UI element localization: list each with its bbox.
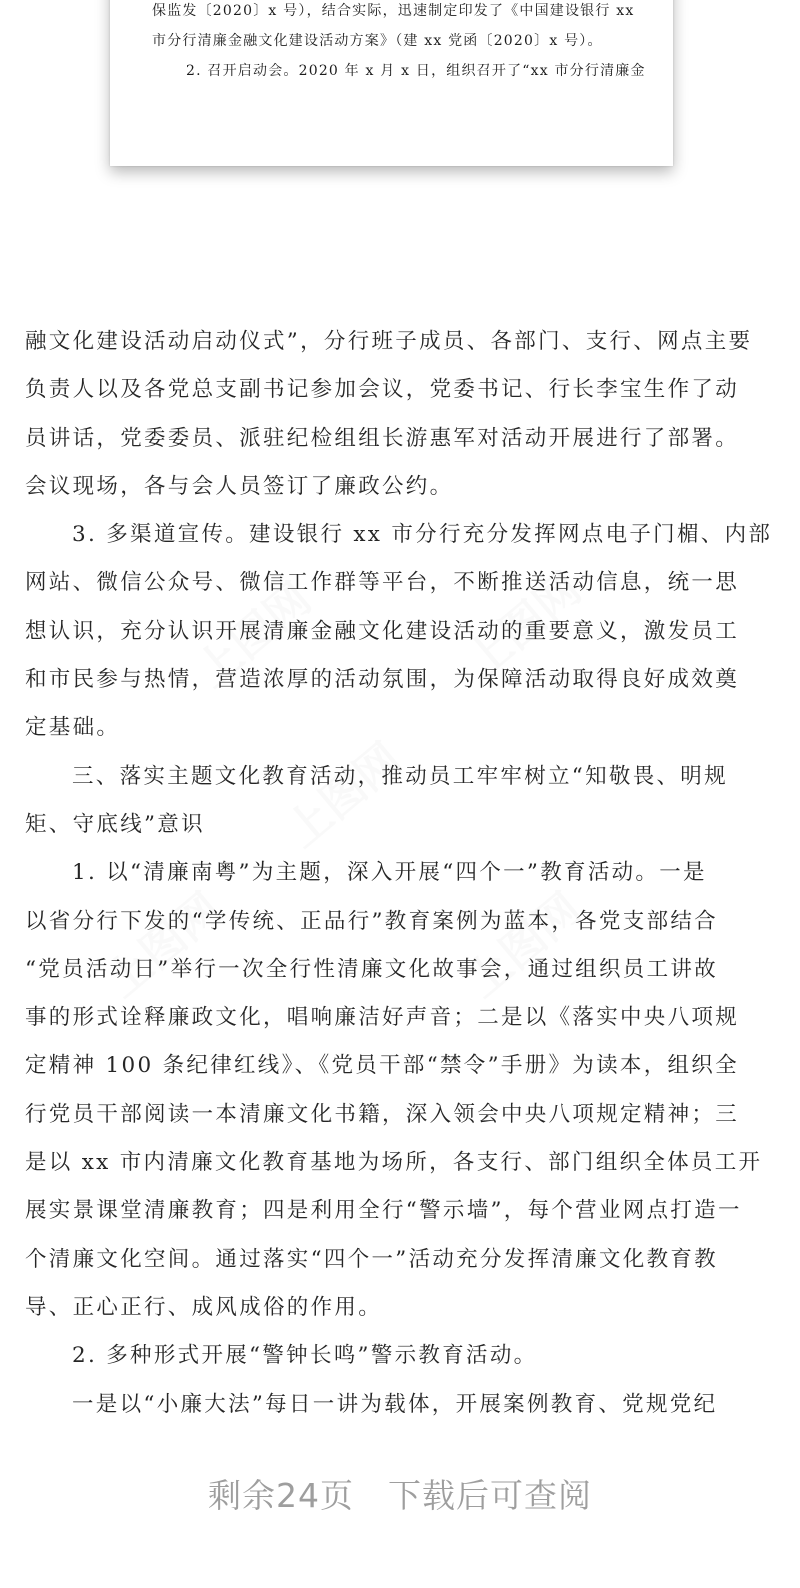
document-preview-card [110, 0, 673, 166]
watermark: 上图网 [456, 563, 591, 688]
paragraph-line: 3. 多渠道宣传。建设银行 xx 市分行充分发挥网点电子门楣、内部 [72, 522, 773, 548]
paragraph-line: 是以 xx 市内清廉文化教育基地为场所，各支行、部门组织全体员工开 [25, 1150, 763, 1176]
paragraph-line: 展实景课堂清廉教育；四是利用全行“警示墙”，每个营业网点打造一 [25, 1198, 742, 1224]
watermark: 上图网 [276, 733, 411, 858]
download-to-view-label: 下载后可查阅 [388, 1476, 592, 1515]
document-body [25, 322, 775, 1433]
paragraph-line: 网站、微信公众号、微信工作群等平台，不断推送活动信息，统一思 [25, 570, 740, 596]
remaining-pages-label: 剩余24页 [208, 1476, 354, 1515]
watermark: 上图网 [456, 883, 591, 1008]
paragraph-line: 融文化建设活动启动仪式”，分行班子成员、各部门、支行、网点主要 [25, 329, 753, 354]
paragraph-line: 会议现场，各与会人员签订了廉政公约。 [25, 473, 454, 499]
watermark: 上图网 [186, 573, 321, 698]
download-prompt[interactable] [0, 1470, 800, 1517]
section-heading-line: 三、落实主题文化教育活动，推动员工牢牢树立“知敬畏、明规 [72, 763, 728, 789]
paragraph-line: 员讲话，党委委员、派驻纪检组组长游惠军对活动开展进行了部署。 [25, 425, 740, 451]
paragraph-line: 导、正心正行、成风成俗的作用。 [25, 1294, 383, 1320]
paragraph-line: 以省分行下发的“学传统、正品行”教育案例为蓝本，各党支部结合 [25, 908, 718, 934]
paragraph-line: 和市民参与热情，营造浓厚的活动氛围，为保障活动取得良好成效奠 [25, 667, 740, 693]
paragraph-line: 事的形式诠释廉政文化，唱响廉洁好声音；二是以《落实中央八项规 [25, 1005, 740, 1031]
paragraph-line: 行党员干部阅读一本清廉文化书籍，深入领会中央八项规定精神；三 [25, 1101, 740, 1127]
section-heading-line: 矩、守底线”意识 [25, 811, 205, 837]
card-text-line: 2. 召开启动会。2020 年 x 月 x 日，组织召开了“xx 市分行清廉金 [186, 63, 646, 79]
paragraph-line: 想认识，充分认识开展清廉金融文化建设活动的重要意义，激发员工 [25, 618, 740, 644]
card-text-line: 保监发〔2020〕x 号），结合实际，迅速制定印发了《中国建设银行 xx [152, 3, 635, 19]
paragraph-line: 1. 以“清廉南粤”为主题，深入开展“四个一”教育活动。一是 [72, 860, 707, 886]
paragraph-line: 定精神 100 条纪律红线》、《党员干部“禁令”手册》为读本，组织全 [25, 1053, 739, 1079]
paragraph-line: “党员活动日”举行一次全行性清廉文化故事会，通过组织员工讲故 [25, 956, 718, 982]
paragraph-line: 负责人以及各党总支副书记参加会议，党委书记、行长李宝生作了动 [25, 377, 740, 403]
card-text-line: 市分行清廉金融文化建设活动方案》（建 xx 党函〔2020〕x 号）。 [152, 33, 603, 49]
paragraph-line: 个清廉文化空间。通过落实“四个一”活动充分发挥清廉文化教育教 [25, 1246, 718, 1272]
watermark: 上图网 [96, 883, 231, 1008]
paragraph-line: 定基础。 [25, 715, 121, 741]
paragraph-line: 一是以“小廉大法”每日一讲为载体，开展案例教育、党规党纪 [72, 1391, 718, 1417]
paragraph-line: 2. 多种形式开展“警钟长鸣”警示教育活动。 [72, 1343, 538, 1369]
